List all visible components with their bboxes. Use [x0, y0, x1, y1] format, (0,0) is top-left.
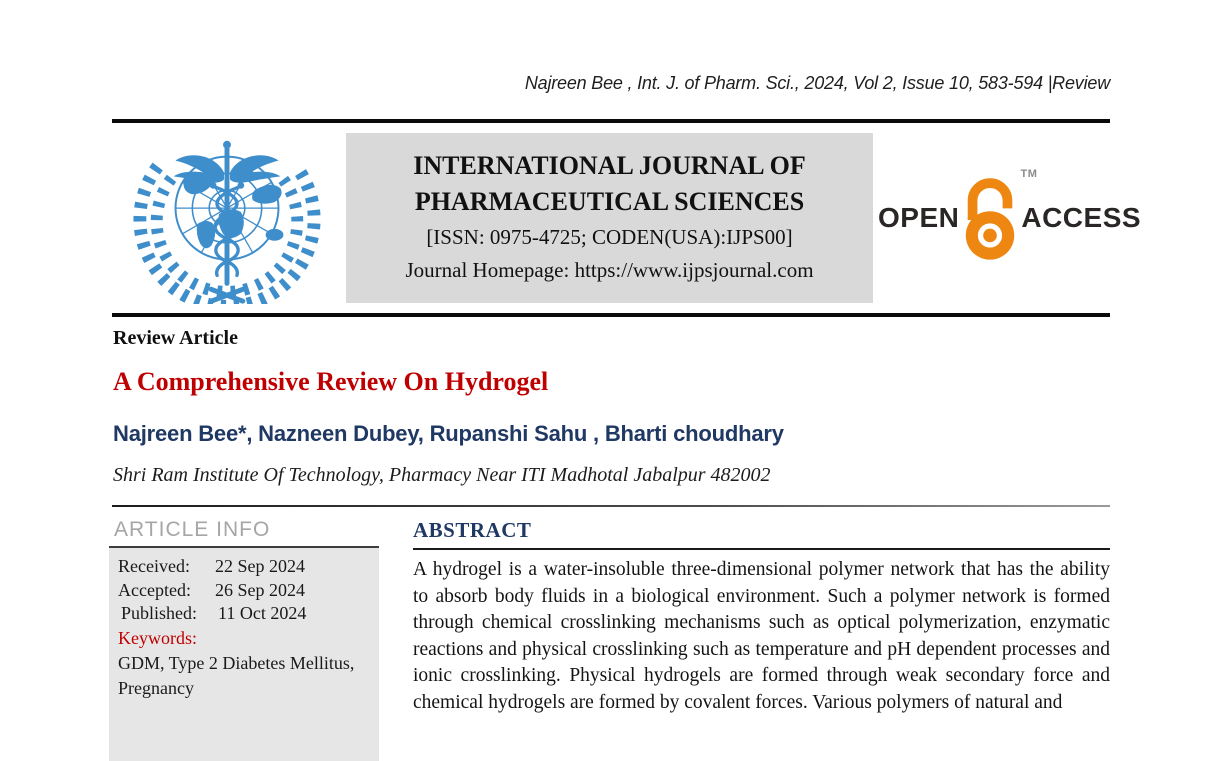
top-divider-rule	[112, 119, 1110, 123]
issn-line: [ISSN: 0975-4725; CODEN(USA):IJPS00]	[426, 225, 793, 249]
received-label: Received:	[118, 556, 190, 576]
published-label: Published:	[121, 603, 198, 623]
keywords-text: GDM, Type 2 Diabetes Mellitus, Pregnancy	[118, 652, 355, 698]
open-access-logo	[878, 162, 1142, 274]
article-affiliation: Shri Ram Institute Of Technology, Pharmacy Near ITI Madhotal Jabalpur 482002	[113, 464, 771, 486]
masthead-bottom-rule	[112, 313, 1110, 317]
document-page	[112, 0, 1142, 713]
abstract-heading: ABSTRACT	[413, 518, 1110, 550]
abstract-section	[413, 518, 1110, 717]
abstract-text: A hydrogel is a water-insoluble three-dimensional polymer network that has the ability to absorb body fluids in a biological environment. Such a polymer network is formed through chemical crosslinking mechanisms such as optical polymerization, enzymatic reactions and physical crosslinking such as temperature and pH dependent processes and ionic crosslinking. Physical hydrogels are formed through weak secondary force and chemical hydrogels are formed by covalent forces. Various polymers of natural and	[413, 559, 1110, 713]
accepted-row	[118, 579, 373, 603]
journal-logo	[128, 132, 326, 304]
journal-title-line1: INTERNATIONAL JOURNAL OF	[413, 151, 806, 180]
masthead-box	[346, 133, 873, 303]
received-date: 22 Sep 2024	[215, 556, 305, 576]
globe-caduceus-wreath-icon	[128, 132, 326, 304]
received-row	[118, 555, 373, 579]
open-padlock-icon	[959, 168, 1038, 266]
open-access-open-label: OPEN	[878, 202, 960, 233]
page-citation: Najreen Bee , Int. J. of Pharm. Sci., 2024, Vol 2, Issue 10, 583-594 |Review	[524, 73, 1110, 93]
journal-homepage-link: Journal Homepage: https://www.ijpsjournal.com	[405, 258, 814, 282]
accepted-label: Accepted:	[118, 579, 191, 600]
open-padlock-icon-svg	[959, 170, 1021, 266]
article-authors: Najreen Bee*, Nazneen Dubey, Rupanshi Sahu , Bharti choudhary	[113, 421, 784, 446]
published-row	[118, 602, 373, 626]
published-date: 11 Oct 2024	[218, 603, 307, 623]
keywords-label: Keywords:	[118, 627, 197, 648]
open-access-access-label: ACCESS	[1021, 202, 1142, 233]
journal-title-line2: PHARMACEUTICAL SCIENCES	[414, 187, 805, 216]
article-title: A Comprehensive Review On Hydrogel	[113, 367, 549, 396]
article-info-box	[109, 546, 379, 761]
article-info-heading: ARTICLE INFO	[114, 518, 271, 541]
article-info-section	[109, 518, 379, 761]
trademark-label: TM	[1020, 168, 1038, 180]
columns-top-rule	[112, 505, 1110, 507]
accepted-date: 26 Sep 2024	[215, 579, 305, 600]
article-type-label: Review Article	[113, 327, 238, 349]
